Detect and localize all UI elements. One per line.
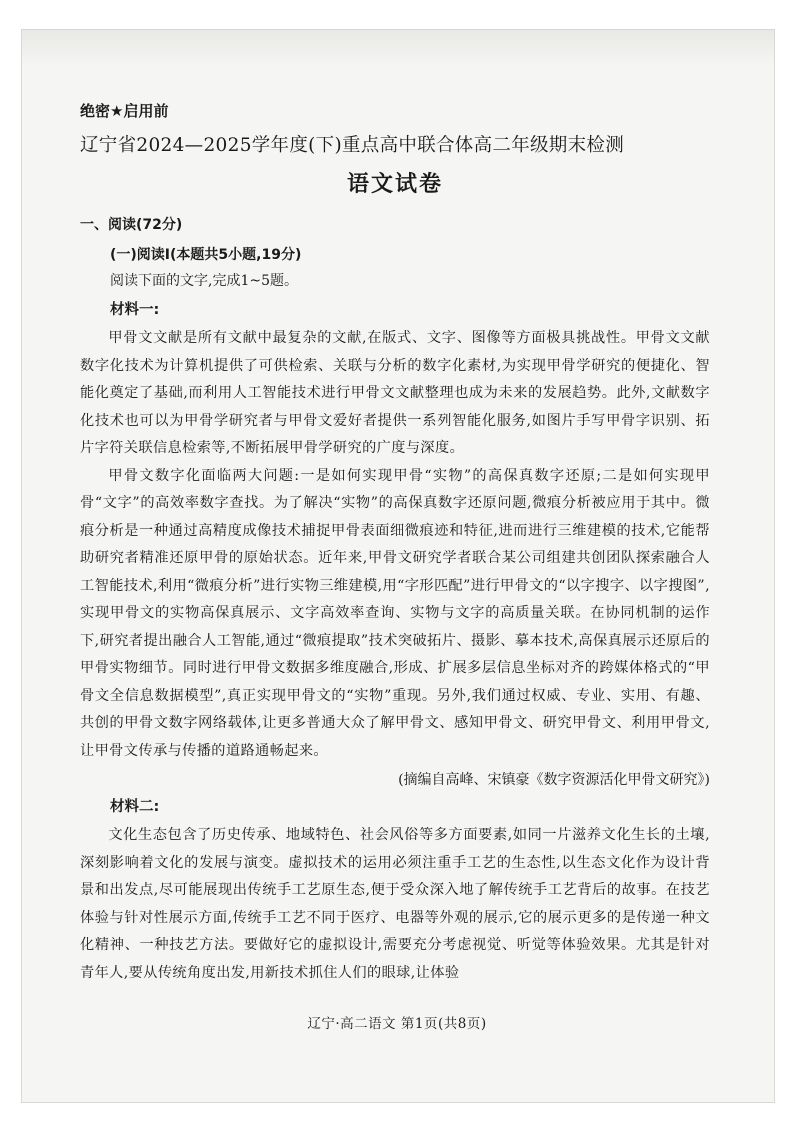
page-content bbox=[80, 100, 710, 987]
page-footer: 辽宁·高二语文 第1页(共8页) bbox=[307, 1016, 487, 1032]
reading-instruction: 阅读下面的文字,完成1~5题。 bbox=[110, 273, 298, 289]
material-one-paragraph: 甲骨文文献是所有文献中最复杂的文献,在版式、文字、图像等方面极具挑战性。甲骨文文献数字化技术为计算机提供了可供检索、关联与分析的数字化素材,为实现甲骨学研究的便捷化、智能化奠定了基础,而利用人工智能技术进行甲骨文文献整理也成为未来的发展趋势。此外,文献数字化技术也可以为甲骨学研究者与甲骨文爱好者提供一系列智能化服务,如图片手写甲骨字识别、拓片字符关联信息检索等,不断拓展甲骨学研究的广度与深度。 bbox=[80, 330, 710, 456]
section-title: 一、阅读(72分) bbox=[80, 217, 183, 233]
material-two-paragraph: 文化生态包含了历史传承、地域特色、社会风俗等多方面要素,如同一片滋养文化生长的土壤,深刻影响着文化的发展与演变。虚拟技术的运用必须注重手工艺的生态性,以生态文化作为设计背景和出发点,尽可能展现出传统手工艺原生态,便于受众深入地了解传统手工艺背后的故事。在技艺体验与针对性展示方面,传统手工艺不同于医疗、电器等外观的展示,它的展示更多的是传递一种文化精神、一种技艺方法。要做好它的虚拟设计,需要充分考虑视觉、听觉等体验效果。尤其是针对青年人,要从传统角度出发,用新技术抓住人们的眼球,让体验 bbox=[80, 827, 710, 981]
material-two-label: 材料二: bbox=[110, 799, 160, 815]
material-one-source: (摘编自高峰、宋镇豪《数字资源活化甲骨文研究》) bbox=[398, 772, 710, 788]
material-one-label: 材料一: bbox=[110, 302, 160, 318]
subsection-title: (一)阅读I(本题共5小题,19分) bbox=[110, 247, 302, 263]
exam-title: 辽宁省2024—2025学年度(下)重点高中联合体高二年级期末检测 bbox=[80, 135, 624, 156]
confidential-label: 绝密★启用前 bbox=[80, 102, 169, 120]
material-one-paragraph: 甲骨文数字化面临两大问题:一是如何实现甲骨“实物”的高保真数字还原;二是如何实现甲骨“文字”的高效率数字查找。为了解决“实物”的高保真数字还原问题,微痕分析被应用于其中。微痕分析是一种通过高精度成像技术捕捉甲骨表面细微痕迹和特征,进而进行三维建模的技术,它能帮助研究者精准还原甲骨的原始状态。近年来,甲骨文研究学者联合某公司组建共创团队探索融合人工智能技术,利用“微痕分析”进行实物三维建模,用“字形匹配”进行甲骨文的“以字搜字、以字搜图”,实现甲骨文的实物高保真展示、文字高效率查询、实物与文字的高质量关联。在协同机制的运作下,研究者提出融合人工智能,通过“微痕提取”技术突破拓片、摄影、摹本技术,高保真展示还原后的甲骨实物细节。同时进行甲骨文数据多维度融合,形成、扩展多层信息坐标对齐的跨媒体格式的“甲骨文全信息数据模型”,真正实现甲骨文的“实物”重现。另外,我们通过权威、专业、实用、有趣、共创的甲骨文数字网络载体,让更多普通大众了解甲骨文、感知甲骨文、研究甲骨文、利用甲骨文,让甲骨文传承与传播的道路通畅起来。 bbox=[80, 467, 710, 759]
subject-title: 语文试卷 bbox=[346, 172, 443, 197]
